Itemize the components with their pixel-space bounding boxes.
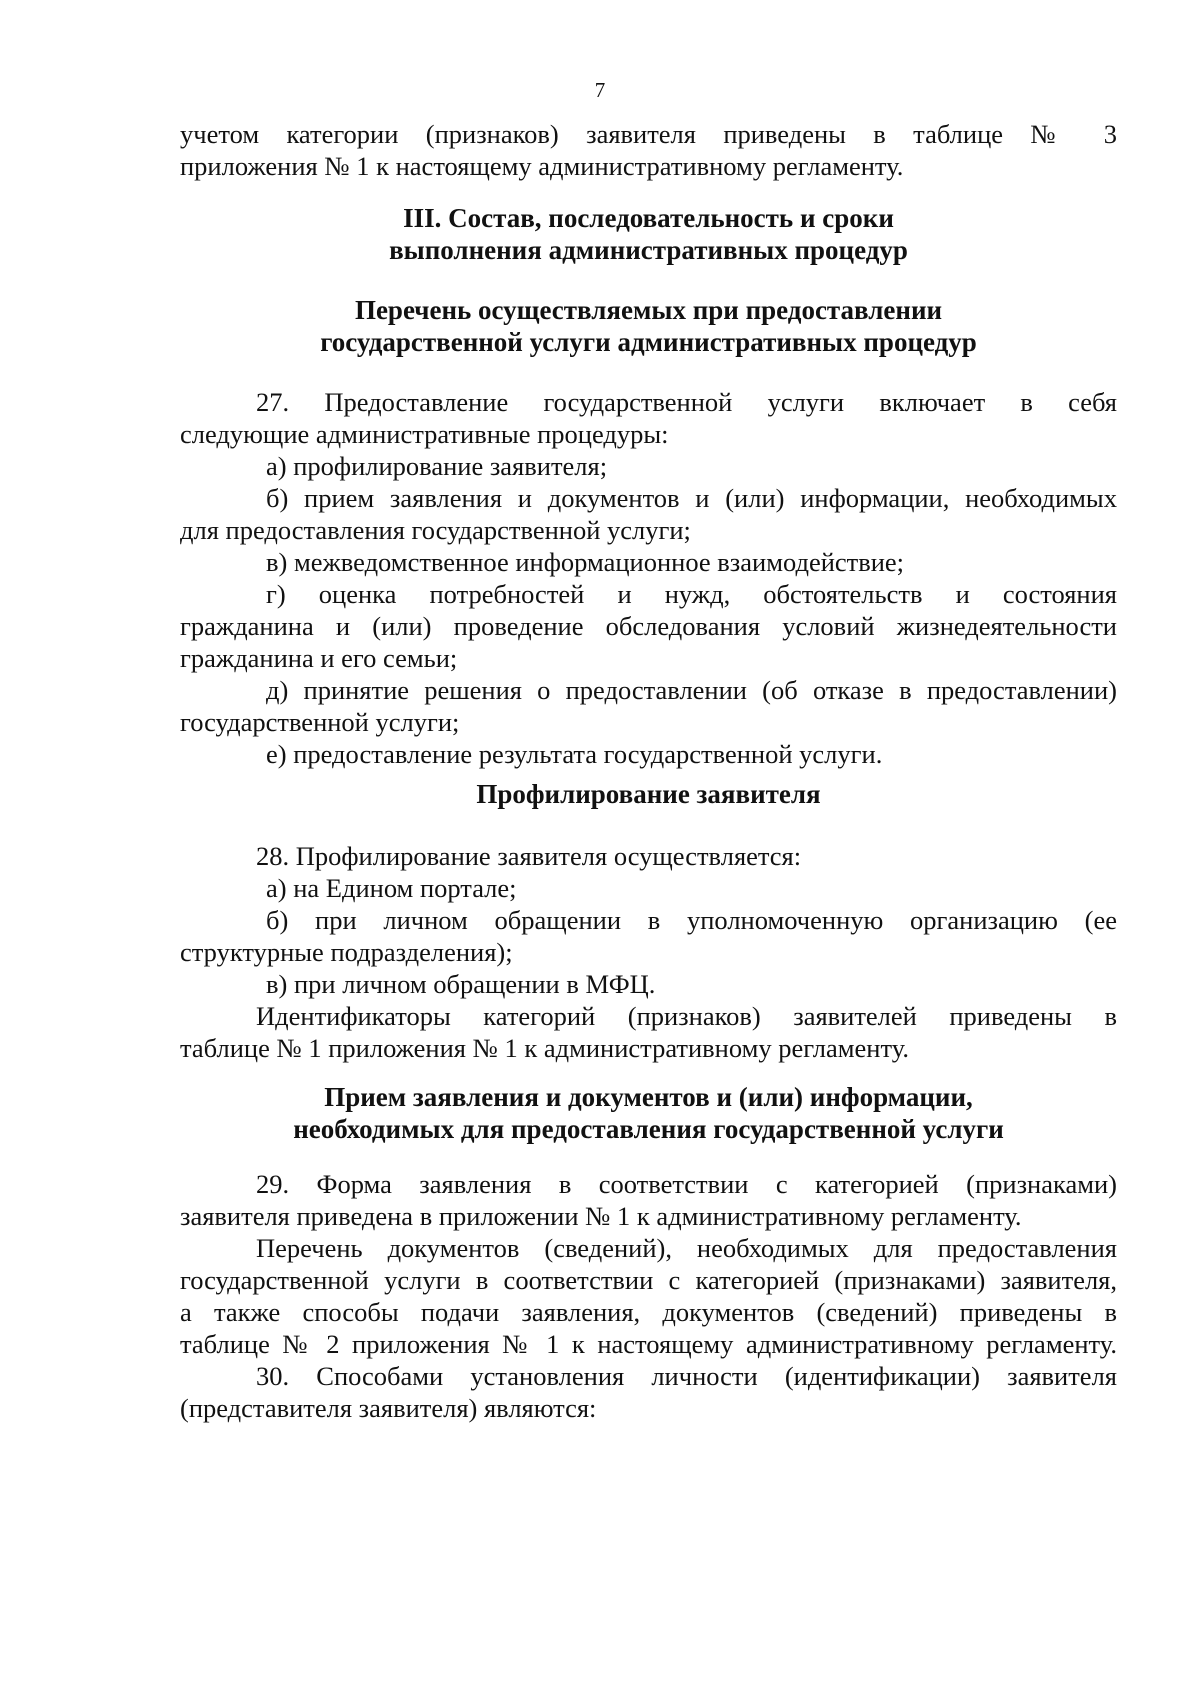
list-item: б) при личном обращении в уполномоченную организацию (ее [266, 905, 1117, 935]
heading-line: Профилирование заявителя [476, 779, 821, 809]
list-item: д) принятие решения о предоставлении (об отказе в предоставлении) [266, 675, 1117, 705]
text-line: таблице № 2 приложения № 1 к настоящему административному регламенту. [180, 1329, 1117, 1359]
text-line: таблице № 1 приложения № 1 к административному регламенту. [180, 1033, 909, 1063]
heading-line: Прием заявления и документов и (или) информации, [324, 1082, 973, 1112]
procedures-list-heading [180, 294, 1117, 358]
text-line: учетом категории (признаков) заявителя приведены в таблице № 3 [180, 119, 1117, 149]
list-item: в) межведомственное информационное взаимодействие; [266, 547, 905, 577]
heading-line: выполнения административных процедур [389, 235, 908, 265]
text-line: государственной услуги в соответствии с категорией (признаками) заявителя, [180, 1265, 1117, 1295]
text-line: гражданина и (или) проведение обследования условий жизнедеятельности [180, 611, 1117, 641]
list-item: в) при личном обращении в МФЦ. [266, 969, 656, 999]
text-line: (представителя заявителя) являются: [180, 1393, 597, 1423]
paragraph-27 [180, 386, 1117, 770]
text-line: следующие административные процедуры: [180, 419, 669, 449]
heading-line: Перечень осуществляемых при предоставлении [354, 295, 943, 325]
text-line: государственной услуги; [180, 707, 460, 737]
text-line: гражданина и его семьи; [180, 643, 458, 673]
heading-line: III. Состав, последовательность и сроки [403, 203, 894, 233]
text-line: Перечень документов (сведений), необходимых для предоставления [256, 1233, 1117, 1263]
text-line: 28. Профилирование заявителя осуществляется: [256, 841, 802, 871]
reception-heading [180, 1081, 1117, 1145]
list-item: а) на Едином портале; [266, 873, 517, 903]
text-line: структурные подразделения); [180, 937, 513, 967]
heading-line: необходимых для предоставления государственной услуги [293, 1114, 1004, 1144]
paragraphs-29-30 [180, 1168, 1117, 1424]
list-item: б) прием заявления и документов и (или) информации, необходимых [266, 483, 1117, 513]
heading-line: государственной услуги административных процедур [320, 327, 977, 357]
intro-paragraph [180, 118, 1117, 182]
text-line: Идентификаторы категорий (признаков) заявителей приведены в [256, 1001, 1117, 1031]
list-item: г) оценка потребностей и нужд, обстоятельств и состояния [266, 579, 1117, 609]
list-item: а) профилирование заявителя; [266, 451, 608, 481]
text-line: 27. Предоставление государственной услуги включает в себя [256, 387, 1117, 417]
text-line: заявителя приведена в приложении № 1 к административному регламенту. [180, 1201, 1022, 1231]
profiling-heading [180, 778, 1117, 810]
text-line: 30. Способами установления личности (идентификации) заявителя [256, 1361, 1117, 1391]
page-number: 7 [594, 78, 606, 102]
text-line: для предоставления государственной услуги; [180, 515, 691, 545]
text-line: 29. Форма заявления в соответствии с категорией (признаками) [256, 1169, 1117, 1199]
paragraph-28 [180, 840, 1117, 1064]
text-line: а также способы подачи заявления, документов (сведений) приведены в [180, 1297, 1117, 1327]
section-3-heading [180, 202, 1117, 266]
list-item: е) предоставление результата государственной услуги. [266, 739, 883, 769]
text-line: приложения № 1 к настоящему административному регламенту. [180, 151, 904, 181]
